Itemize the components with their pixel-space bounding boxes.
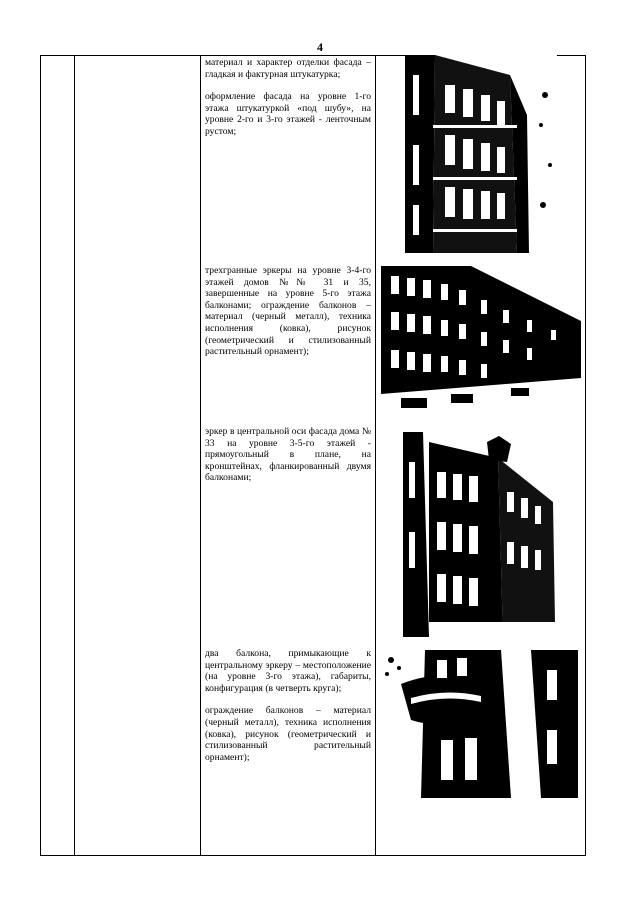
paragraph: трехгранные эркеры на уровне 3-4-го этажей домов №№ 31 и 35, завершенные на уровне 5-го этажа балконами; ограждение балконов – материал (черный металл), техника исполнения (ковка), рисунок (геометрический и стилизованный растительный орнамент); bbox=[205, 265, 371, 358]
building-facade-photo bbox=[405, 55, 557, 253]
table-row-2-text bbox=[205, 265, 371, 369]
column-divider-2 bbox=[200, 55, 201, 856]
paragraph: эркер в центральной оси фасада дома № 33 на уровне 3-5-го этажей - прямоугольный в плане, на кронштейнах, фланкированный двумя балконами; bbox=[205, 426, 371, 484]
paragraph: оформление фасада на уровне 1-го этажа штукатуркой «под шубу», на уровне 2-го и 3-го этажей - ленточным рустом; bbox=[205, 91, 371, 137]
balcony-photo bbox=[381, 650, 578, 798]
paragraph: два балкона, примыкающие к центральному эркеру – местоположение (на уровне 3-го этажа), габариты, конфигурация (в четверть круга); bbox=[205, 648, 371, 694]
table-row-4-text bbox=[205, 648, 371, 774]
street-facade-photo bbox=[381, 266, 581, 416]
paragraph: ограждение балконов – материал (черный металл), техника исполнения (ковка), рисунок (геометрический и стилизованный растительный орнамент); bbox=[205, 705, 371, 763]
paragraph: материал и характер отделки фасада – гладкая и фактурная штукатурка; bbox=[205, 57, 371, 80]
column-divider-1 bbox=[74, 55, 75, 856]
column-divider-3 bbox=[375, 55, 376, 856]
table-row-3-text bbox=[205, 426, 371, 495]
page-number: 4 bbox=[317, 40, 323, 54]
table-row-1-text bbox=[205, 57, 371, 149]
bay-window-facade-photo bbox=[403, 432, 560, 637]
